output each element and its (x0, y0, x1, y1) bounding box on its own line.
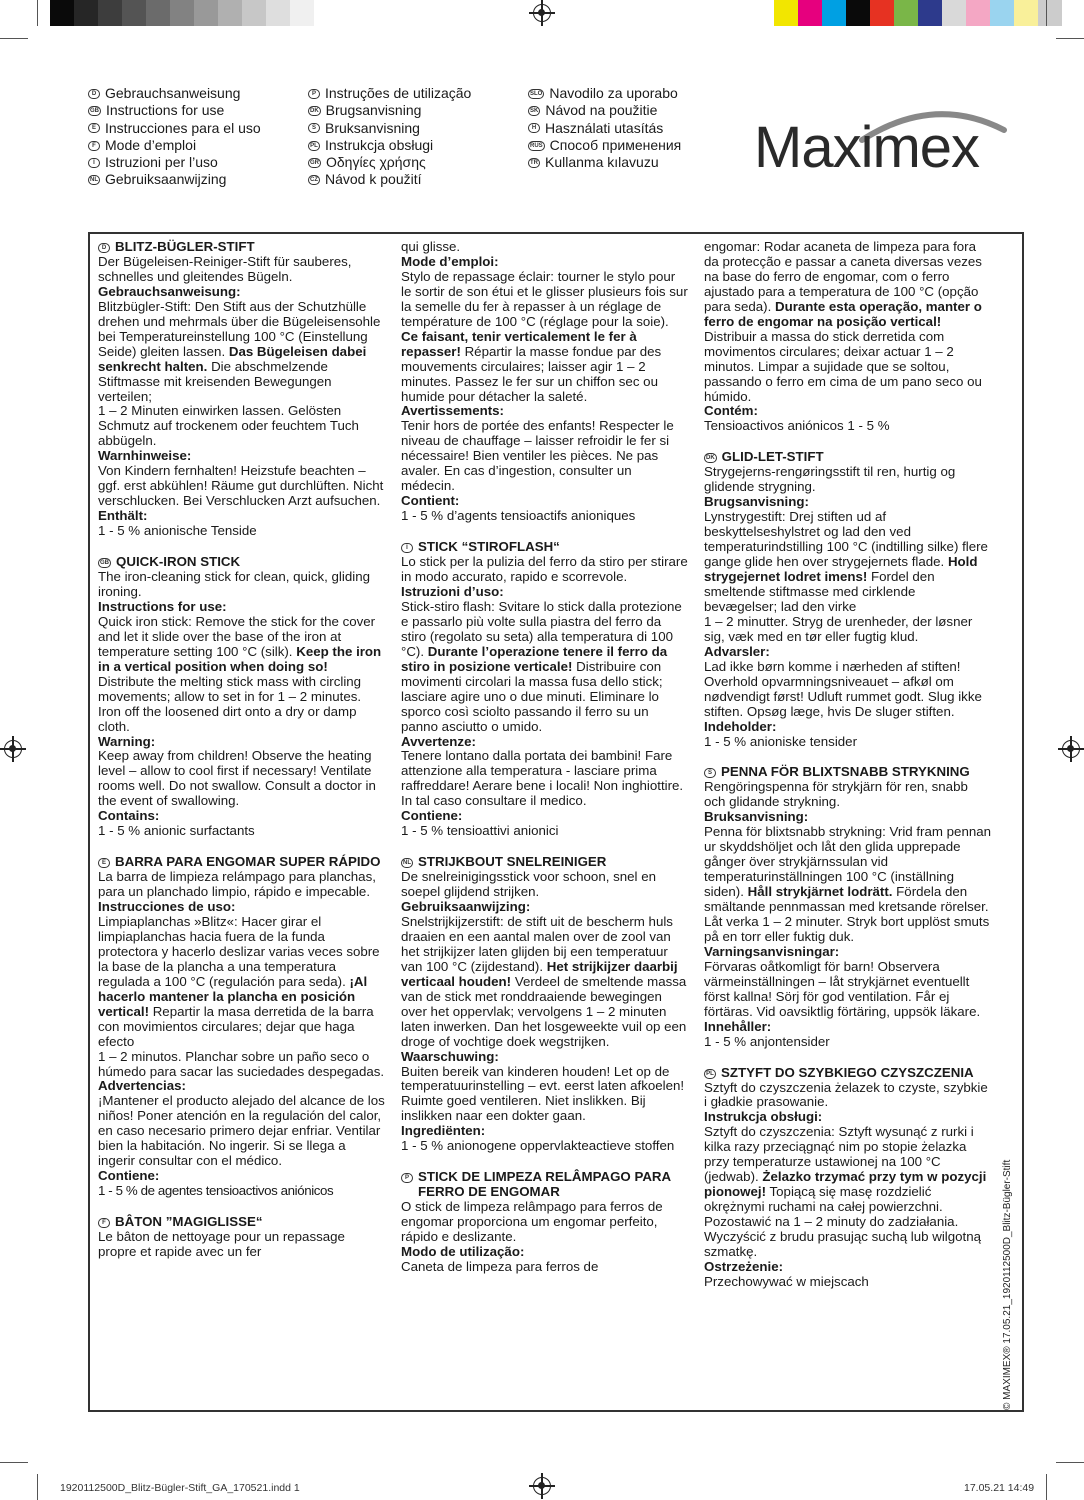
crop-mark (1046, 1474, 1047, 1500)
color-swatch (170, 0, 194, 26)
language-badge-icon: P (308, 89, 320, 99)
language-label: Brugsanvisning (325, 102, 422, 119)
paragraph: Snelstrijkijzerstift: de stift uit de bescherm huls draaien en een aantal malen over de zool van het strijkijzer laten glijden bij een temperatuur van 100 °C (zijdestand). Het strijkijzer daarbij verticaal houden! Verdeel de smeltende massa van de stick met ronddraaiende bewegingen over het oppervlak; vervolgens 1 – 2 minuten laten inwerken. Dan het losgeweekte vuil op een droge of vochtige doek wegstrijken. (401, 913, 687, 1049)
language-label: Οδηγίες χρήσης (326, 154, 426, 171)
paragraph: Stylo de repassage éclair: tourner le stylo pour le sortir de son étui et le glisser plusieurs fois sur la semelle du fer à repasser à un réglage de température de 100 °C (réglage pour la soie). Ce faisant, tenir verticalement le fer à repasser! Répartir la masse fondue par des mouvements circulaires; laisser agir 1 – 2 minutes. Passez le fer sur un chiffon sec ou humide pour détacher la saleté. (401, 268, 688, 404)
language-item (308, 171, 471, 188)
language-label: Mode d’emploi (105, 136, 197, 153)
paragraph: Sztyft do czyszczenia: Sztyft wysunąć z rurki i kilka razy przeciągnąć nim po stopie żelazka przy temperaturze ustawionej na 100 °C (jedwab). Żelazko trzymać przy tym w pozycji pionowej! Topiącą się masę rozdzielić okrężnymi ruchami na całej powierzchni. Pozostawić na 1 – 2 minuty do zadziałania. Wyczyścić z brudu prasując suchą lub wilgotną szmatkę. (704, 1124, 987, 1259)
subheading: Contiene: (401, 808, 463, 824)
language-item (308, 137, 471, 154)
subheading: Instructions for use: (98, 598, 227, 614)
crop-mark (1056, 38, 1084, 39)
paragraph: Caneta de limpeza para ferros de (401, 1258, 599, 1274)
color-swatch (822, 0, 846, 26)
color-swatch (846, 0, 870, 26)
grayscale-color-bar (50, 0, 314, 26)
color-swatch (98, 0, 122, 26)
crop-mark (37, 1474, 38, 1500)
section-intro: Der Bügeleisen-Reiniger-Stift für sauberes, schnelles und gleitendes Bügeln. (98, 253, 352, 284)
color-swatch (966, 0, 990, 26)
language-badge-icon: GR (310, 159, 319, 166)
paragraph: 1 - 5 % anjontensider (704, 1033, 830, 1049)
paragraph: 1 – 2 Minuten einwirken lassen. Gelösten Schmutz auf trockenem oder feuchtem Tuch abbügeln. (98, 403, 359, 449)
language-item (88, 102, 261, 119)
color-swatch (242, 0, 266, 26)
language-label: Navodilo za uporabo (549, 85, 678, 101)
file-slug: 1920112500D_Blitz-Bügler-Stift_GA_170521.indd 1 (60, 1482, 300, 1494)
paragraph: Tensioactivos aniónicos 1 - 5 % (704, 418, 890, 434)
language-label: Kullanma kılavuzu (545, 154, 659, 171)
language-badge-icon: D (98, 243, 110, 253)
paragraph: 1 - 5 % anioniske tensider (704, 733, 857, 749)
subheading: Ostrzeżenie: (704, 1258, 784, 1274)
paragraph: Von Kindern fernhalten! Heizstufe beachten – ggf. erst abkühlen! Räume gut durchlüften. Nicht verschlucken. Bei Verschlucken Arzt aufsuchen. (98, 463, 384, 509)
section-intro: Sztyft do czyszczenia żelazek to czyste, szybkie i gładkie prasowanie. (704, 1079, 988, 1110)
language-item (88, 137, 261, 154)
section-intro: De snelreinigingsstick voor schoon, snel en soepel glijdend strijken. (401, 869, 656, 900)
section-heading-es: E BARRA PARA ENGOMAR SUPER RÁPIDO (98, 855, 386, 870)
subheading: Mode d’emploi: (401, 253, 499, 269)
crop-mark (1046, 0, 1047, 26)
color-swatch (990, 0, 1014, 26)
language-label: Bruksanvisning (325, 119, 420, 136)
language-badge-icon: S (704, 768, 716, 778)
section-intro: qui glisse. (401, 239, 461, 254)
language-item (308, 120, 471, 137)
subheading: Innehåller: (704, 1018, 772, 1034)
paragraph: Limpiaplanchas »Blitz«: Hacer girar el limpiaplanchas hacia fuera de la funda protectora y hacerlo deslizar varias veces sobre la base de la plancha a una temperatura regulada a 100 °C (regulación para seda). ¡Al hacerlo mantener la plancha en posición vertical! Repartir la masa derretida de la barra con movimientos circulares; dejar que haga efecto (98, 913, 380, 1049)
language-badge-icon: DK (706, 455, 715, 462)
section-intro: Lo stick per la pulizia del ferro da stiro per stirare in modo accurato, rapido e scorrevole. (401, 554, 688, 585)
color-swatch (1014, 0, 1038, 26)
section-heading-gb: GB QUICK-IRON STICK (100, 554, 241, 570)
subheading: Gebrauchsanweisung: (98, 283, 241, 299)
language-item (528, 154, 681, 171)
language-badge-icon: E (88, 123, 100, 133)
subheading: Indeholder: (704, 718, 777, 734)
color-swatch (290, 0, 314, 26)
color-swatch (194, 0, 218, 26)
color-swatch (50, 0, 74, 26)
text-column-2 (401, 240, 689, 1275)
text-column-3 (704, 240, 992, 1290)
subheading: Advertencias: (98, 1078, 186, 1094)
crop-mark (0, 38, 28, 39)
text-column-1 (98, 240, 386, 1260)
paragraph: 1 - 5 % anionische Tenside (98, 523, 257, 539)
language-item (528, 137, 681, 154)
language-badge-icon: DK (310, 107, 319, 114)
color-swatch (218, 0, 242, 26)
crop-mark (37, 0, 38, 26)
subheading: Brugsanvisning: (704, 494, 809, 510)
language-badge-icon: P (401, 1173, 413, 1183)
language-label: Способ применения (549, 136, 682, 153)
color-swatch (894, 0, 918, 26)
section-heading-dk: DK GLID-LET-STIFT (706, 449, 824, 465)
section-intro: Le bâton de nettoyage pour un repassage propre et rapide avec un fer (98, 1229, 345, 1259)
language-item (308, 154, 471, 171)
language-label: Instruções de utilização (325, 85, 472, 101)
registration-mark-icon (533, 1477, 551, 1495)
section-heading-nl: NL STRIJKBOUT SNELREINIGER (403, 854, 607, 870)
paragraph: Stick-stiro flash: Svitare lo stick dalla protezione e passarlo più volte sulla piastra del ferro da stiro (regolato su seta) alla temperatura di 100 °C). Durante l’operazione tenere il ferro da stiro in posizione verticale! Distribuire con movimenti circolari la massa fusa dello stick; lasciare agire uno o due minuti. Eliminare lo sporco così sciolto passando il ferro su un panno asciutto o umido. (401, 598, 682, 734)
language-item (308, 102, 471, 119)
crop-mark (0, 1462, 28, 1463)
section-intro: The iron-cleaning stick for clean, quick, gliding ironing. (98, 569, 370, 599)
paragraph: ¡Mantener el producto alejado del alcance de los niños! Poner atención en la regulación del calor, en caso necesario primero dejar enfriar. Ventilar bien la habitación. No ingerir. Si se llega a ingerir consultar con el médico. (98, 1093, 385, 1169)
subheading: Contains: (98, 808, 160, 824)
paragraph: Quick iron stick: Remove the stick for the cover and let it slide over the base of the iron at temperature setting 100 °C (silk). Keep the iron in a vertical position when doing so! Distribute the melting stick mass with circling movements; allow to set in for 1 – 2 minutes. Iron off the loosened dirt onto a dry or damp cloth. (98, 613, 382, 734)
subheading: Contiene: (98, 1168, 160, 1184)
logo-wordmark: Maximex (754, 115, 980, 180)
paragraph: 1 - 5 % anionic surfactants (98, 823, 255, 839)
color-swatch (122, 0, 146, 26)
language-badge-icon: I (401, 543, 413, 553)
language-badge-icon: PL (308, 141, 320, 151)
language-item (528, 102, 681, 119)
subheading: Bruksanvisning: (704, 809, 809, 825)
language-badge-icon: NL (90, 177, 98, 184)
language-badge-icon: TR (530, 159, 538, 166)
section-heading-de: D BLITZ-BÜGLER-STIFT (98, 240, 386, 255)
paragraph: Tenere lontano dalla portata dei bambini! Fare attenzione alla temperatura - lasciare prima raffreddare! Aerare bene i locali! Non inghiottire. In tal caso consultare il medico. (401, 748, 684, 809)
section-heading-pl: PL SZTYFT DO SZYBKIEGO CZYSZCZENIA (704, 1066, 992, 1081)
paragraph: Penna för blixtsnabb strykning: Vrid fram pennan ur skyddshöljet och låt den glida upprepade gånger över strykjärnssulan vid temperaturinställningen 100 °C (inställning siden). Håll strykjärnet lodrätt. Fördela den smältande pennmassan med kretsande rörelser. Låt verka 1 – 2 minuter. Stryk bort upplöst smuts på en torr eller fuktig duk. (704, 824, 992, 944)
language-badge-icon: F (98, 1218, 110, 1228)
paragraph: Lynstrygestift: Drej stiften ud af beskyttelseshylstret og lad den ved temperaturindstilling 100 °C (indtilling silke) flere gange glide hen over strygejernets flade. Hold strygejernet lodret imens! Fordel den smeltende stiftmasse med cirklende bevægelser; lad den virke (704, 509, 988, 614)
paragraph: 1 - 5 % d’agents tensioactifs anioniques (401, 508, 636, 524)
language-list (528, 85, 681, 171)
process-color-bar (774, 0, 1062, 26)
paragraph: Lad ikke børn komme i nærheden af stiften! Overhold opvarmningsniveauet – afkøl om nødvendigt først! Udluft rummet godt. Slug ikke stiften. Opsøg læge, hvis De sluger stiften. (704, 658, 982, 719)
subheading: Contém: (704, 403, 758, 419)
subheading: Advarsler: (704, 643, 770, 659)
language-item (88, 154, 261, 171)
paragraph: 1 - 5 % tensioattivi anionici (401, 823, 559, 839)
language-badge-icon: D (88, 89, 100, 99)
color-swatch (1038, 0, 1062, 26)
language-label: Gebruiksaanwijzing (105, 171, 227, 188)
subheading: Istruzioni d’uso: (401, 583, 504, 599)
registration-mark-icon (533, 4, 551, 22)
registration-mark-icon (1062, 740, 1080, 758)
language-badge-icon: NL (403, 860, 411, 867)
subheading: Gebruiksaanwijzing: (401, 899, 531, 915)
paragraph: 1 - 5 % de agentes tensioactivos aniónicos (98, 1183, 334, 1199)
color-swatch (774, 0, 798, 26)
section-intro: La barra de limpieza relámpago para planchas, para un planchado limpio, rápido e impecable. (98, 869, 376, 900)
color-swatch (942, 0, 966, 26)
crop-mark (1056, 1462, 1084, 1463)
language-badge-icon: CZ (310, 177, 318, 184)
language-item (308, 85, 471, 102)
paragraph: Buiten bereik van kinderen houden! Let op de temperatuurinstelling – evt. eerst laten afkoelen! Ruimte goed ventileren. Niet inslikken. Bij inslikken naar een dokter gaan. (401, 1063, 685, 1124)
language-badge-icon: F (88, 141, 100, 151)
language-label: Návod na použitie (545, 102, 658, 119)
language-badge-icon: PL (704, 1069, 716, 1079)
language-badge-icon: SLO (530, 90, 543, 97)
copyright-side-text: © MAXIMEX® 17.05.21_1920112500D_Blitz-Bügler-Stift (1002, 1159, 1013, 1410)
section-heading-pt: P STICK DE LIMPEZA RELÂMPAGO PARA FERRO DE ENGOMAR (401, 1170, 689, 1200)
paragraph: 1 – 2 minutter. Stryg de urenheder, der løsner sig, væk med en tør eller fugtig klud. (704, 613, 973, 644)
paragraph: 1 – 2 minutos. Planchar sobre un paño seco o húmedo para sacar las suciedades despegadas. (98, 1048, 385, 1079)
paragraph: Blitzbügler-Stift: Den Stift aus der Schutzhülle drehen und mehrmals über die Bügeleisensohle bei Temperatureinstellung 100 °C (Einstellung Seide) gleiten lassen. Das Bügeleisen dabei senkrecht halten. Die abschmelzende Stiftmasse mit kreisenden Bewegungen verteilen; (98, 298, 381, 404)
language-badge-icon: SK (530, 107, 539, 114)
registration-mark-icon (4, 740, 22, 758)
paragraph: 1 - 5 % anionogene oppervlakteactieve stoffen (401, 1138, 675, 1154)
language-badge-icon: S (308, 123, 320, 133)
section-heading-fr: F BÂTON ”MAGIGLISSE“ (98, 1215, 386, 1230)
language-item (528, 85, 681, 102)
language-label: Instrukcja obsługi (325, 136, 434, 153)
language-label: Istruzioni per l’uso (105, 154, 218, 171)
section-intro: O stick de limpeza relâmpago para ferros de engomar proporciona um engomar perfeito, rápido e deslizante. (401, 1199, 663, 1245)
color-swatch (870, 0, 894, 26)
section-intro: Strygejerns-rengøringsstift til ren, hurtig og glidende strygning. (704, 464, 956, 495)
language-item (528, 120, 681, 137)
subheading: Instrukcja obsługi: (704, 1109, 823, 1125)
language-badge-icon: RUS (530, 142, 543, 149)
language-badge-icon: GB (100, 560, 109, 567)
language-badge-icon: E (98, 858, 110, 868)
paragraph: Przechowywać w miejscach (704, 1273, 869, 1289)
subheading: Modo de utilização: (401, 1244, 525, 1259)
language-badge-icon: I (88, 158, 100, 168)
date-slug: 17.05.21 14:49 (964, 1482, 1035, 1494)
language-item (88, 120, 261, 137)
language-label: Instructions for use (106, 102, 225, 119)
language-badge-icon: GB (90, 107, 99, 114)
subheading: Waarschuwing: (401, 1048, 499, 1064)
language-item (88, 85, 261, 102)
language-item (88, 171, 261, 188)
section-heading-it: I STICK “STIROFLASH“ (401, 540, 689, 555)
color-swatch (798, 0, 822, 26)
subheading: Contient: (401, 493, 460, 509)
subheading: Avertissements: (401, 403, 504, 419)
language-badge-icon: H (528, 123, 540, 133)
language-label: Instrucciones para el uso (105, 119, 261, 136)
language-list (88, 85, 261, 189)
paragraph: Förvaras oåtkomligt för barn! Observera värmeinställningen – låt strykjärnet eventuellt först kallna! Sörj för god ventilation. Får ej förtäras. Vid oavsiktlig förtäring, uppsök läkare. (704, 958, 981, 1019)
paragraph: engomar: Rodar acaneta de limpeza para fora da protecção e passar a caneta diversas vezes na base do ferro de engomar, com o ferro ajustado para a temperatura de 100 °C (opção para seda). Durante esta operação, manter o ferro de engomar na posição vertical! Distribuir a massa do stick derretida com movimentos circulares; deixar actuar 1 – 2 minutos. Limpar a sujidade que se soltou, passando o ferro em cima de um pano seco ou húmido. (704, 239, 982, 404)
paragraph: Tenir hors de portée des enfants! Respecter le niveau de chauffage – laisser refroidir le fer si nécessaire! Bien ventiler les pièces. Ne pas avaler. En cas d’ingestion, consulter un médecin. (401, 418, 674, 494)
subheading: Warnhinweise: (98, 448, 192, 464)
language-label: Návod k použití (325, 171, 422, 188)
section-heading-se: S PENNA FÖR BLIXTSNABB STRYKNING (704, 765, 992, 780)
subheading: Avvertenze: (401, 733, 476, 749)
subheading: Instrucciones de uso: (98, 899, 236, 915)
color-swatch (266, 0, 290, 26)
color-swatch (74, 0, 98, 26)
color-swatch (918, 0, 942, 26)
subheading: Enthält: (98, 508, 148, 524)
subheading: Warning: (98, 733, 156, 749)
maximex-logo (754, 100, 1004, 180)
language-label: Használati utasítás (545, 119, 664, 136)
paragraph: Keep away from children! Observe the heating level – allow to cool first if necessary! Ventilate rooms well. Do not swallow. Consult a doctor in the event of swallowing. (98, 748, 376, 809)
color-swatch (146, 0, 170, 26)
subheading: Varningsanvisningar: (704, 943, 840, 959)
subheading: Ingrediënten: (401, 1123, 486, 1139)
section-intro: Rengöringspenna för strykjärn för ren, snabb och glidande strykning. (704, 779, 968, 810)
language-list (308, 85, 471, 189)
language-label: Gebrauchsanweisung (105, 85, 241, 101)
